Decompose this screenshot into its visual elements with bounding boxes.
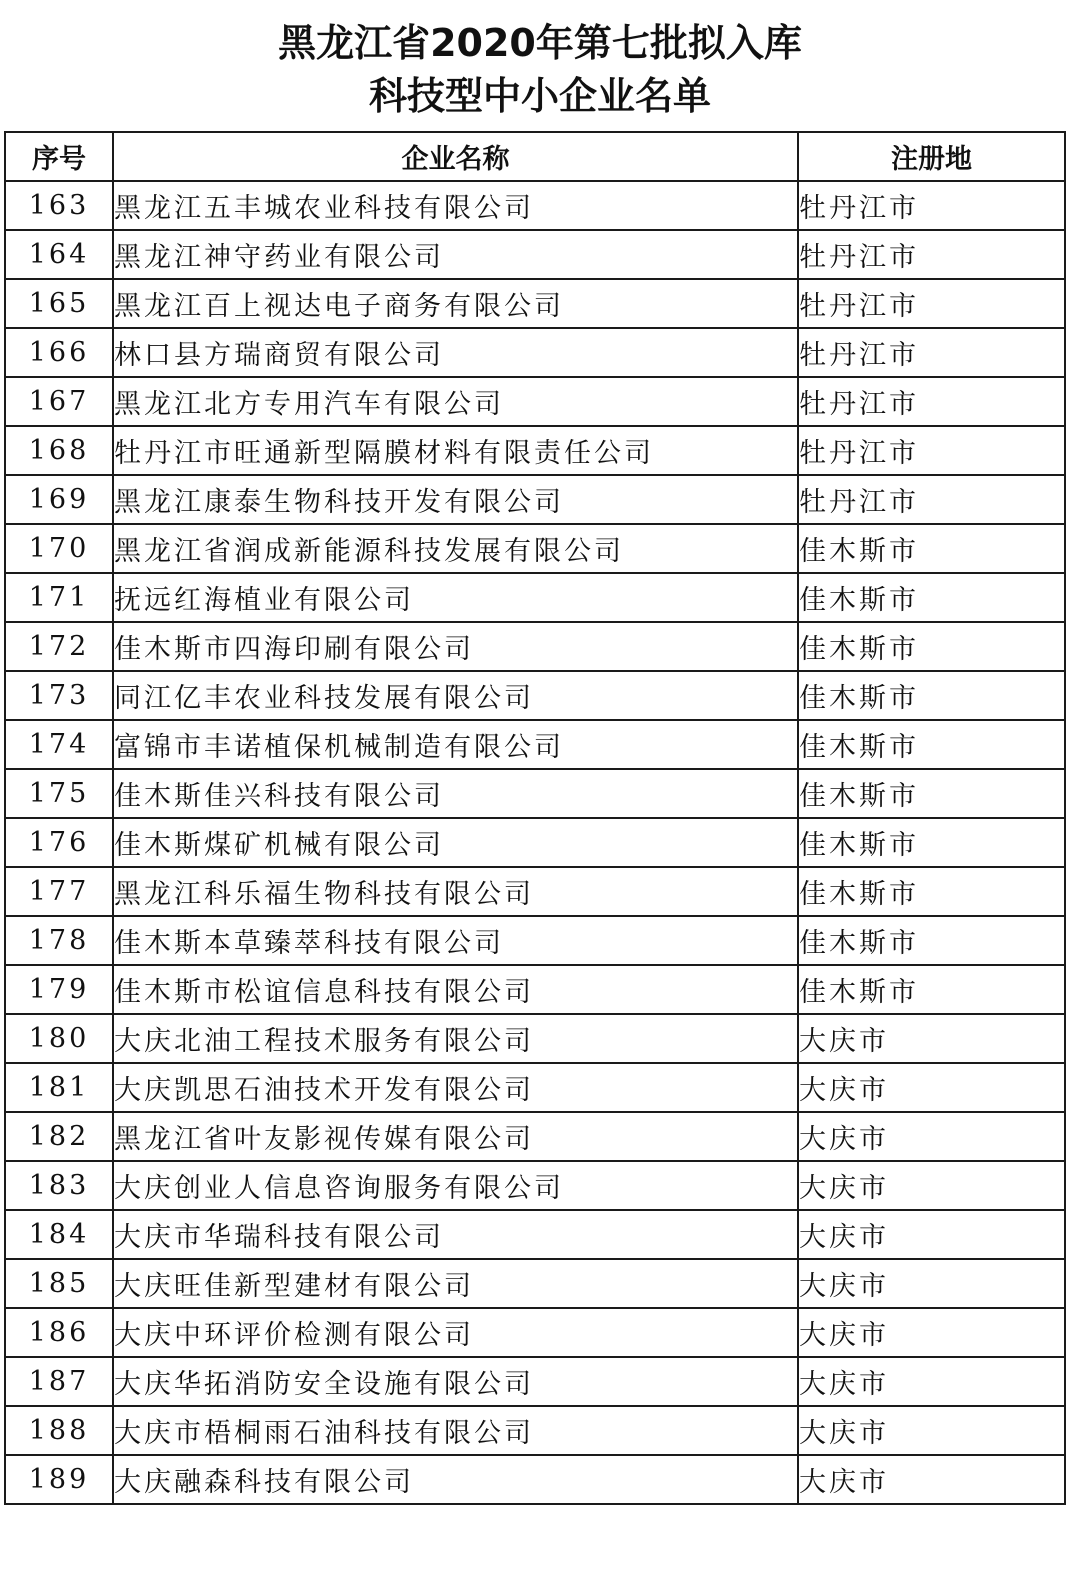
row-number: 172 xyxy=(5,622,113,671)
registered-place: 佳木斯市 xyxy=(798,818,1065,867)
row-number: 187 xyxy=(5,1357,113,1406)
row-number: 166 xyxy=(5,328,113,377)
company-table xyxy=(4,131,1066,1505)
registered-place: 大庆市 xyxy=(798,1161,1065,1210)
company-name: 大庆中环评价检测有限公司 xyxy=(113,1308,798,1357)
registered-place: 大庆市 xyxy=(798,1406,1065,1455)
table-row xyxy=(5,1112,1065,1161)
table-body xyxy=(5,181,1065,1504)
registered-place: 佳木斯市 xyxy=(798,769,1065,818)
registered-place: 大庆市 xyxy=(798,1210,1065,1259)
company-name: 大庆凯思石油技术开发有限公司 xyxy=(113,1063,798,1112)
company-name: 佳木斯煤矿机械有限公司 xyxy=(113,818,798,867)
company-name: 黑龙江省叶友影视传媒有限公司 xyxy=(113,1112,798,1161)
table-row xyxy=(5,671,1065,720)
table-row xyxy=(5,916,1065,965)
registered-place: 牡丹江市 xyxy=(798,230,1065,279)
company-name: 佳木斯市松谊信息科技有限公司 xyxy=(113,965,798,1014)
company-name: 黑龙江康泰生物科技开发有限公司 xyxy=(113,475,798,524)
table-row xyxy=(5,230,1065,279)
company-name: 黑龙江百上视达电子商务有限公司 xyxy=(113,279,798,328)
row-number: 163 xyxy=(5,181,113,230)
company-name: 林口县方瑞商贸有限公司 xyxy=(113,328,798,377)
table-row xyxy=(5,1063,1065,1112)
table-row xyxy=(5,1357,1065,1406)
table-row xyxy=(5,573,1065,622)
registered-place: 大庆市 xyxy=(798,1357,1065,1406)
table-row xyxy=(5,475,1065,524)
row-number: 177 xyxy=(5,867,113,916)
row-number: 185 xyxy=(5,1259,113,1308)
table-row xyxy=(5,818,1065,867)
company-name: 佳木斯本草臻萃科技有限公司 xyxy=(113,916,798,965)
company-name: 黑龙江五丰城农业科技有限公司 xyxy=(113,181,798,230)
row-number: 188 xyxy=(5,1406,113,1455)
table-row xyxy=(5,1308,1065,1357)
row-number: 164 xyxy=(5,230,113,279)
column-header-company-name: 企业名称 xyxy=(113,132,798,181)
company-name: 大庆北油工程技术服务有限公司 xyxy=(113,1014,798,1063)
registered-place: 佳木斯市 xyxy=(798,867,1065,916)
row-number: 179 xyxy=(5,965,113,1014)
registered-place: 佳木斯市 xyxy=(798,671,1065,720)
registered-place: 大庆市 xyxy=(798,1014,1065,1063)
row-number: 184 xyxy=(5,1210,113,1259)
row-number: 189 xyxy=(5,1455,113,1504)
company-name: 黑龙江科乐福生物科技有限公司 xyxy=(113,867,798,916)
row-number: 167 xyxy=(5,377,113,426)
registered-place: 大庆市 xyxy=(798,1112,1065,1161)
registered-place: 牡丹江市 xyxy=(798,181,1065,230)
row-number: 165 xyxy=(5,279,113,328)
registered-place: 牡丹江市 xyxy=(798,279,1065,328)
company-name: 同江亿丰农业科技发展有限公司 xyxy=(113,671,798,720)
table-row xyxy=(5,328,1065,377)
row-number: 168 xyxy=(5,426,113,475)
company-name: 抚远红海植业有限公司 xyxy=(113,573,798,622)
company-name: 佳木斯佳兴科技有限公司 xyxy=(113,769,798,818)
table-row xyxy=(5,720,1065,769)
row-number: 169 xyxy=(5,475,113,524)
company-name: 大庆融森科技有限公司 xyxy=(113,1455,798,1504)
company-name: 黑龙江北方专用汽车有限公司 xyxy=(113,377,798,426)
table-row xyxy=(5,1161,1065,1210)
document-title-line-2: 科技型中小企业名单 xyxy=(368,74,711,118)
table-row xyxy=(5,1014,1065,1063)
registered-place: 牡丹江市 xyxy=(798,328,1065,377)
table-row xyxy=(5,622,1065,671)
table-row xyxy=(5,1455,1065,1504)
registered-place: 大庆市 xyxy=(798,1455,1065,1504)
column-header-registered-place: 注册地 xyxy=(798,132,1065,181)
company-name: 大庆市华瑞科技有限公司 xyxy=(113,1210,798,1259)
registered-place: 佳木斯市 xyxy=(798,573,1065,622)
table-header-row xyxy=(5,132,1065,181)
row-number: 181 xyxy=(5,1063,113,1112)
row-number: 186 xyxy=(5,1308,113,1357)
registered-place: 佳木斯市 xyxy=(798,524,1065,573)
row-number: 182 xyxy=(5,1112,113,1161)
table-row xyxy=(5,769,1065,818)
registered-place: 大庆市 xyxy=(798,1308,1065,1357)
registered-place: 大庆市 xyxy=(798,1063,1065,1112)
registered-place: 佳木斯市 xyxy=(798,622,1065,671)
table-row xyxy=(5,181,1065,230)
table-row xyxy=(5,426,1065,475)
table-row xyxy=(5,377,1065,426)
column-header-number: 序号 xyxy=(5,132,113,181)
table-row xyxy=(5,1259,1065,1308)
table-row xyxy=(5,524,1065,573)
row-number: 176 xyxy=(5,818,113,867)
registered-place: 牡丹江市 xyxy=(798,426,1065,475)
company-name: 佳木斯市四海印刷有限公司 xyxy=(113,622,798,671)
registered-place: 大庆市 xyxy=(798,1259,1065,1308)
registered-place: 佳木斯市 xyxy=(798,965,1065,1014)
row-number: 171 xyxy=(5,573,113,622)
table-row xyxy=(5,1210,1065,1259)
table-row xyxy=(5,279,1065,328)
registered-place: 牡丹江市 xyxy=(798,475,1065,524)
company-name: 大庆华拓消防安全设施有限公司 xyxy=(113,1357,798,1406)
row-number: 183 xyxy=(5,1161,113,1210)
table-row xyxy=(5,1406,1065,1455)
row-number: 170 xyxy=(5,524,113,573)
company-name: 牡丹江市旺通新型隔膜材料有限责任公司 xyxy=(113,426,798,475)
company-name: 大庆市梧桐雨石油科技有限公司 xyxy=(113,1406,798,1455)
registered-place: 牡丹江市 xyxy=(798,377,1065,426)
row-number: 175 xyxy=(5,769,113,818)
company-name: 黑龙江省润成新能源科技发展有限公司 xyxy=(113,524,798,573)
registered-place: 佳木斯市 xyxy=(798,916,1065,965)
company-name: 大庆创业人信息咨询服务有限公司 xyxy=(113,1161,798,1210)
table-row xyxy=(5,965,1065,1014)
row-number: 180 xyxy=(5,1014,113,1063)
row-number: 173 xyxy=(5,671,113,720)
row-number: 174 xyxy=(5,720,113,769)
company-name: 黑龙江神守药业有限公司 xyxy=(113,230,798,279)
company-name: 大庆旺佳新型建材有限公司 xyxy=(113,1259,798,1308)
registered-place: 佳木斯市 xyxy=(798,720,1065,769)
table-row xyxy=(5,867,1065,916)
company-name: 富锦市丰诺植保机械制造有限公司 xyxy=(113,720,798,769)
row-number: 178 xyxy=(5,916,113,965)
document-title-line-1: 黑龙江省2020年第七批拟入库 xyxy=(278,21,802,65)
